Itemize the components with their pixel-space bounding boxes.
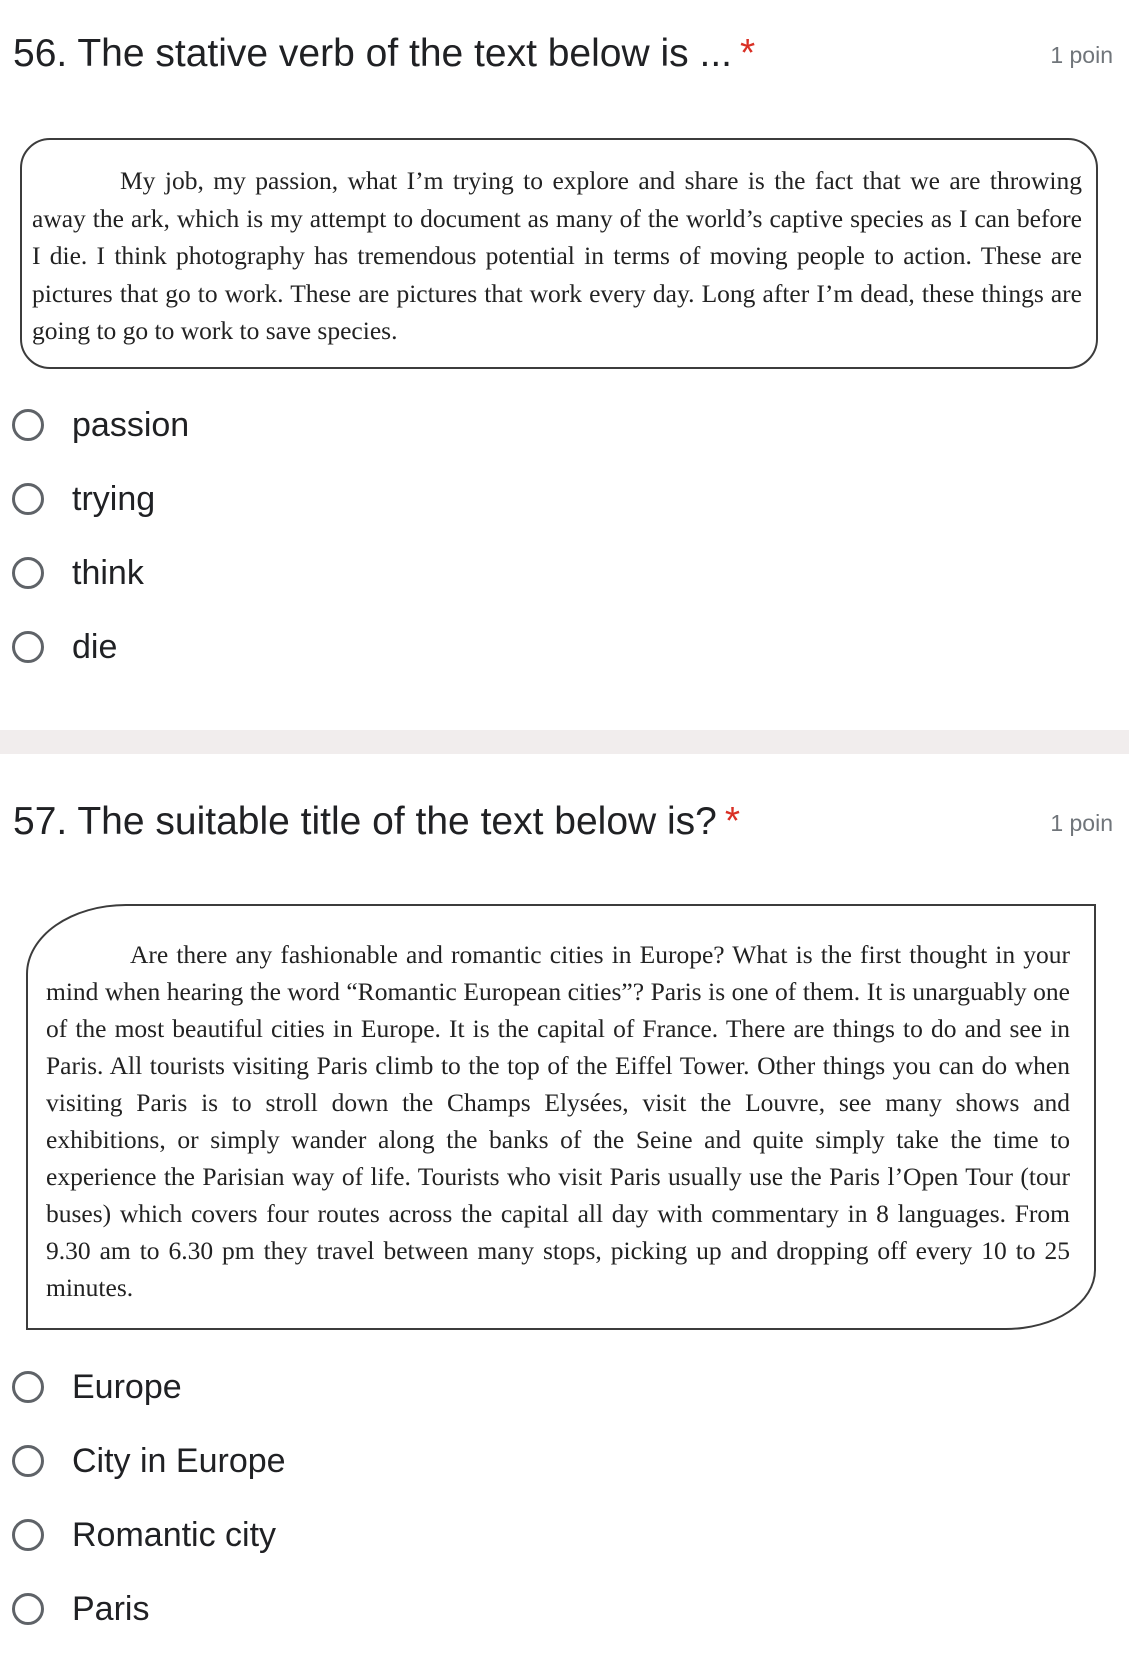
option-label: passion xyxy=(72,405,190,444)
option-paris[interactable] xyxy=(0,1572,700,1646)
option-europe[interactable] xyxy=(0,1350,700,1424)
radio-button[interactable] xyxy=(12,557,44,589)
radio-button[interactable] xyxy=(12,631,44,663)
radio-button[interactable] xyxy=(12,1371,44,1403)
radio-button[interactable] xyxy=(12,1445,44,1477)
radio-button[interactable] xyxy=(12,1593,44,1625)
option-label: Paris xyxy=(72,1589,150,1628)
option-label: Europe xyxy=(72,1367,182,1406)
question-title xyxy=(13,798,740,846)
question-divider xyxy=(0,730,1129,754)
option-passion[interactable] xyxy=(0,388,700,462)
option-label: City in Europe xyxy=(72,1441,286,1480)
question-title xyxy=(13,30,755,78)
radio-button[interactable] xyxy=(12,1519,44,1551)
passage-image xyxy=(20,138,1098,369)
passage-text: My job, my passion, what I’m trying to explore and share is the fact that we are throwing away the ark, which is my attempt to document as many of the world’s captive species as I can before I die. I think photography has tremendous potential in terms of moving people to action. These are pictures that go to work. These are pictures that work every day. Long after I’m dead, these things are going to go to work to save species. xyxy=(32,166,1082,345)
passage-text: Are there any fashionable and romantic cities in Europe? What is the first thought in your mind when hearing the word “Romantic European cities”? Paris is one of them. It is unarguably one of the most beautiful cities in Europe. It is the capital of France. There are things to do and see in Paris. All tourists visiting Paris climb to the top of the Eiffel Tower. Other things you can do when visiting Paris is to stroll down the Champs Elysées, visit the Louvre, see many shows and exhibitions, or simply wander along the banks of the Seine and quite simply take the time to experience the Parisian way of life. Tourists who visit Paris usually use the Paris l’Open Tour (tour buses) which covers four routes across the capital all day with commentary in 8 languages. From 9.30 am to 6.30 pm they travel between many stops, picking up and dropping off every 10 to 25 minutes. xyxy=(46,940,1070,1302)
question-points: 1 poin xyxy=(1050,810,1113,836)
required-asterisk: * xyxy=(724,800,741,843)
option-label: trying xyxy=(72,479,156,518)
option-label: die xyxy=(72,627,118,666)
question-points: 1 poin xyxy=(1050,42,1113,68)
options-group xyxy=(0,388,700,684)
radio-button[interactable] xyxy=(12,483,44,515)
radio-button[interactable] xyxy=(12,409,44,441)
option-think[interactable] xyxy=(0,536,700,610)
option-die[interactable] xyxy=(0,610,700,684)
passage-image xyxy=(26,904,1096,1330)
question-title-text: 56. The stative verb of the text below is ... xyxy=(13,32,732,75)
option-label: Romantic city xyxy=(72,1515,277,1554)
option-trying[interactable] xyxy=(0,462,700,536)
option-romantic-city[interactable] xyxy=(0,1498,700,1572)
required-asterisk: * xyxy=(740,32,756,75)
option-city-in-europe[interactable] xyxy=(0,1424,700,1498)
option-label: think xyxy=(72,553,144,592)
question-title-text: 57. The suitable title of the text below is? xyxy=(13,800,717,843)
options-group xyxy=(0,1350,700,1646)
